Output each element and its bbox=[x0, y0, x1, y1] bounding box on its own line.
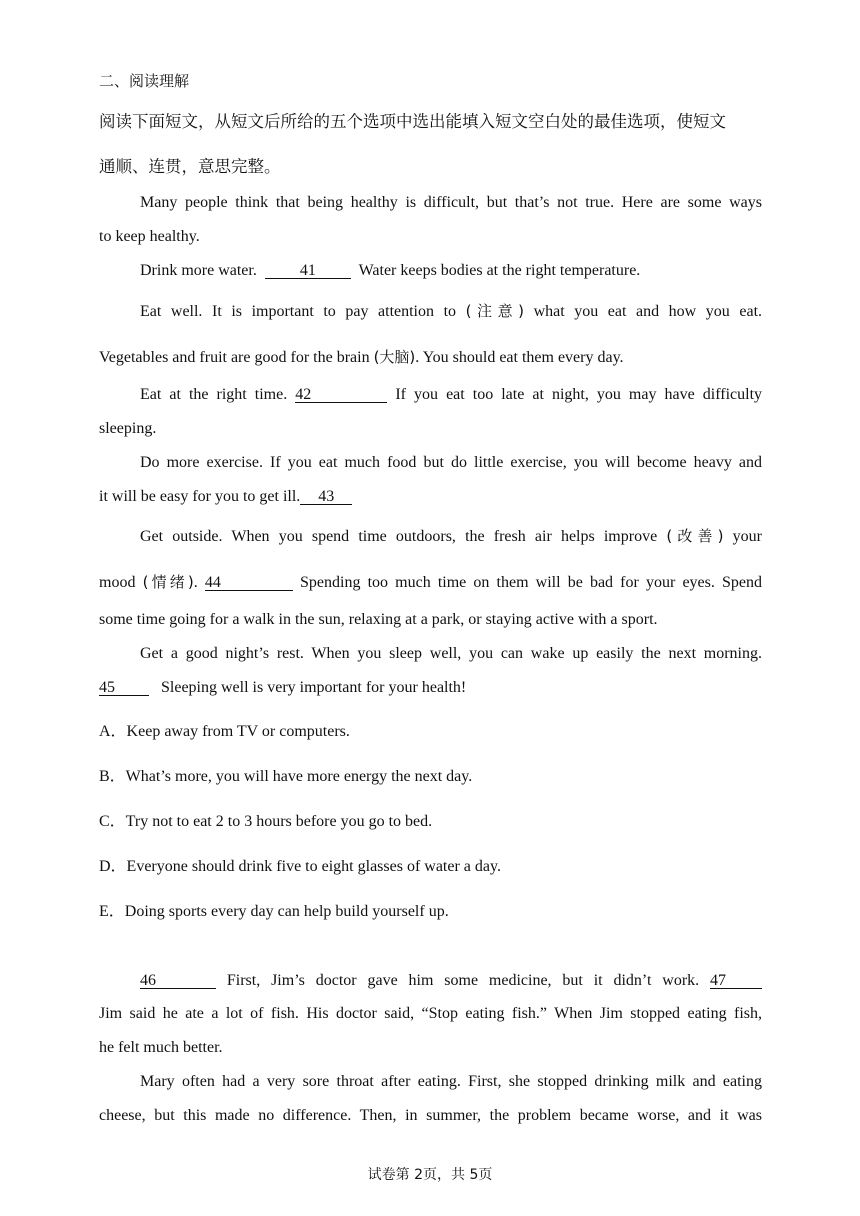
passage1-para1-line1: Many people think that being healthy is difficult, but that’s not true. Here are some ways bbox=[140, 194, 762, 211]
passage1-para6-line1: Get outside. When you spend time outdoors, the fresh air helps improve (改善) your bbox=[140, 527, 762, 545]
option-c: C．Try not to eat 2 to 3 hours before you go to bed. bbox=[99, 813, 433, 830]
passage1-para6-line2: mood (情绪). 44 Spending too much time on them will be bad for your eyes. Spend bbox=[99, 573, 763, 591]
blank-45: 45 bbox=[99, 680, 149, 696]
passage1-para7-line2: 45 Sleeping well is very important for your health! bbox=[99, 679, 467, 696]
option-b: B．What’s more, you will have more energy the next day. bbox=[99, 768, 473, 785]
blank-44: 44 bbox=[205, 575, 293, 591]
blank-41: 41 bbox=[265, 263, 351, 279]
blank-46: 46 bbox=[140, 973, 216, 989]
passage2-para2-line2: cheese, but this made no difference. Then, in summer, the problem became worse, and it was bbox=[99, 1107, 762, 1124]
option-a: A．Keep away from TV or computers. bbox=[99, 723, 350, 740]
passage1-para6-line3: some time going for a walk in the sun, relaxing at a park, or staying active with a sport. bbox=[99, 611, 658, 628]
passage1-para3-line1: Eat well. It is important to pay attention to (注意) what you eat and how you eat. bbox=[140, 302, 763, 320]
zhuyi-gloss: (注意) bbox=[465, 302, 524, 320]
para2-text-b: Water keeps bodies at the right temperature. bbox=[358, 262, 641, 279]
passage2-para1-line1: 46 First, Jim’s doctor gave him some medicine, but it didn’t work. 47 bbox=[140, 972, 762, 990]
instructions-line-1: 阅读下面短文，从短文后所给的五个选项中选出能填入短文空白处的最佳选项，使短文 bbox=[99, 112, 726, 131]
passage1-para2 bbox=[140, 262, 640, 280]
option-d: D．Everyone should drink five to eight glasses of water a day. bbox=[99, 858, 501, 875]
passage2-para2-line1: Mary often had a very sore throat after eating. First, she stopped drinking milk and eating bbox=[140, 1073, 762, 1090]
passage1-para3-line2: Vegetables and fruit are good for the brain (大脑). You should eat them every day. bbox=[99, 348, 624, 366]
passage1-para5-line2: it will be easy for you to get ill. 43 bbox=[99, 488, 352, 506]
blank-42: 42 bbox=[295, 387, 387, 403]
page-footer: 试卷第 2页，共 5页 bbox=[367, 1167, 493, 1183]
section-heading: 二、阅读理解 bbox=[99, 72, 190, 90]
blank-43: 43 bbox=[300, 489, 352, 505]
passage2-para1-line3: he felt much better. bbox=[99, 1039, 223, 1056]
passage1-para5-line1: Do more exercise. If you eat much food but do little exercise, you will become heavy and bbox=[140, 454, 762, 471]
danao-gloss: (大脑) bbox=[373, 348, 416, 366]
passage2-para1-line2: Jim said he ate a lot of fish. His doctor said, “Stop eating fish.” When Jim stopped eating fish, bbox=[99, 1005, 762, 1022]
para2-text-a: Drink more water. bbox=[140, 262, 257, 279]
passage1-para4-line1: Eat at the right time. 42 If you eat too late at night, you may have difficulty bbox=[140, 386, 763, 403]
passage1-para1-line2: to keep healthy. bbox=[99, 228, 200, 245]
passage1-para4-line2: sleeping. bbox=[99, 420, 157, 437]
instructions-line-2: 通顺、连贯，意思完整。 bbox=[99, 157, 281, 176]
passage1-para7-line1: Get a good night’s rest. When you sleep well, you can wake up easily the next morning. bbox=[140, 645, 762, 662]
blank-47: 47 bbox=[710, 973, 762, 989]
option-e: E．Doing sports every day can help build yourself up. bbox=[99, 903, 449, 920]
gaishan-gloss: (改善) bbox=[666, 527, 724, 545]
qingxu-gloss: (情绪) bbox=[142, 573, 194, 591]
